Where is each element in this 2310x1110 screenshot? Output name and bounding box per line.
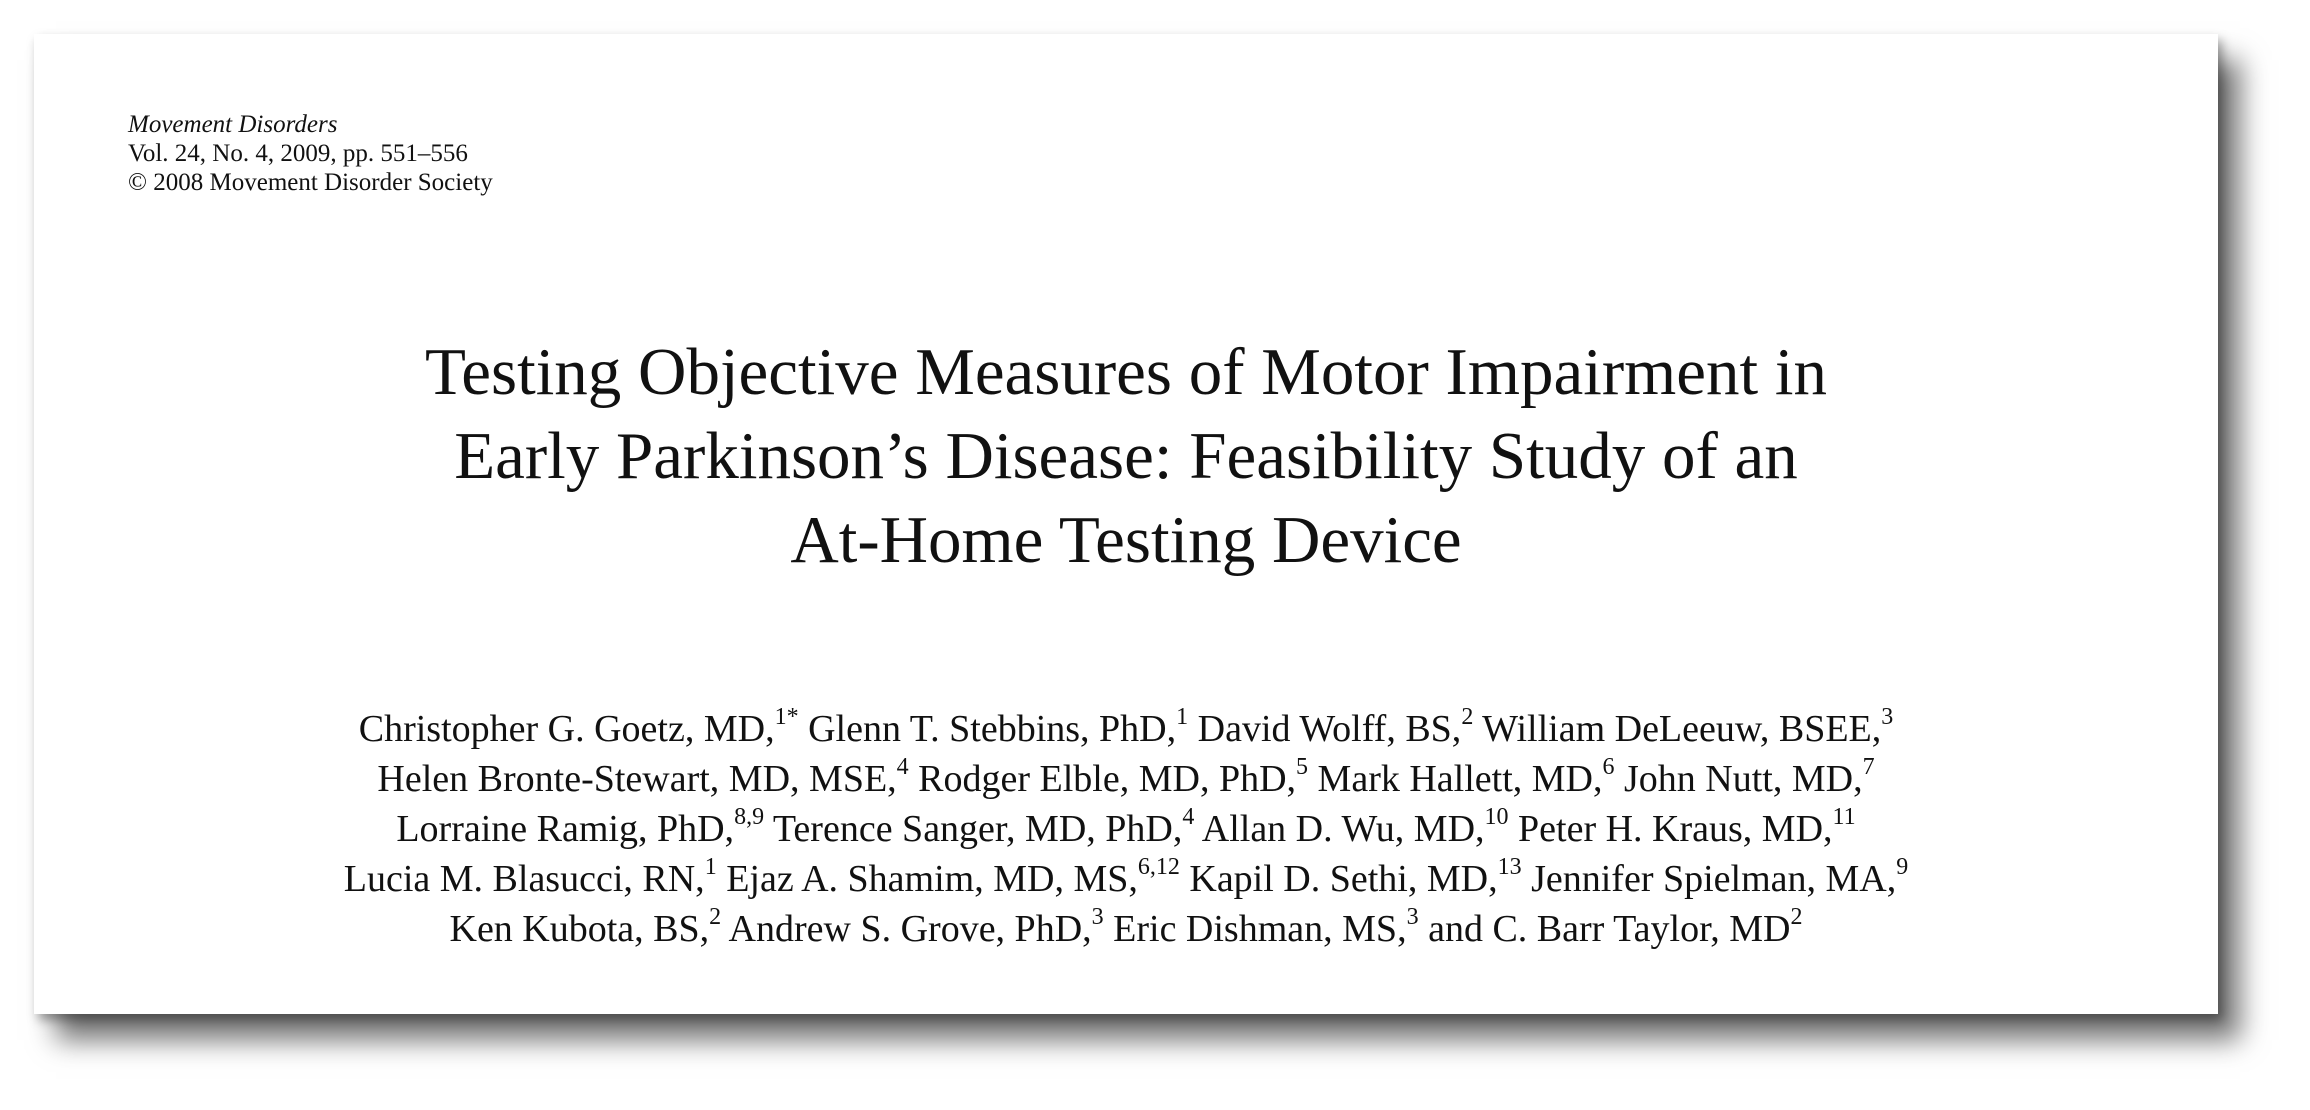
author-name: William DeLeeuw, BSEE,	[1473, 708, 1882, 750]
author-line	[34, 754, 2218, 804]
article-title	[34, 330, 2218, 582]
affiliation-marker: 9	[1896, 854, 1909, 880]
author-name: Christopher G. Goetz, MD,	[358, 708, 775, 750]
author-name: and C. Barr Taylor, MD	[1418, 908, 1791, 950]
author-name: Mark Hallett, MD,	[1308, 758, 1603, 800]
author-name: Ken Kubota, BS,	[449, 908, 710, 950]
affiliation-marker: 5	[1296, 754, 1309, 780]
affiliation-marker: 13	[1497, 854, 1522, 880]
author-name: Helen Bronte-Stewart, MD, MSE,	[377, 758, 897, 800]
affiliation-marker: 2	[1790, 904, 1803, 930]
author-list	[34, 704, 2218, 954]
author-line	[34, 854, 2218, 904]
author-line	[34, 704, 2218, 754]
paper-page	[34, 34, 2218, 1014]
affiliation-marker: 8,9	[734, 804, 765, 830]
title-line: Early Parkinson’s Disease: Feasibility Study of an	[454, 419, 1798, 493]
author-line	[34, 904, 2218, 954]
author-name: Lorraine Ramig, PhD,	[396, 808, 735, 850]
title-line: At-Home Testing Device	[790, 503, 1462, 577]
copyright-notice: © 2008 Movement Disorder Society	[128, 169, 493, 196]
author-name: Peter H. Kraus, MD,	[1508, 808, 1833, 850]
affiliation-marker: 3	[1881, 704, 1894, 730]
author-name: Ejaz A. Shamim, MD, MS,	[716, 858, 1138, 900]
affiliation-marker: 2	[1461, 704, 1474, 730]
affiliation-marker: 10	[1484, 804, 1509, 830]
journal-name: Movement Disorders	[128, 111, 338, 138]
affiliation-marker: 11	[1832, 804, 1856, 830]
author-name: Jennifer Spielman, MA,	[1521, 858, 1897, 900]
author-name: Glenn T. Stebbins, PhD,	[798, 708, 1177, 750]
affiliation-marker: 3	[1091, 904, 1104, 930]
author-name: Kapil D. Sethi, MD,	[1179, 858, 1498, 900]
author-name: Rodger Elble, MD, PhD,	[908, 758, 1297, 800]
affiliation-marker: 1	[1176, 704, 1189, 730]
affiliation-marker: 4	[896, 754, 909, 780]
journal-header	[128, 110, 493, 197]
author-name: Eric Dishman, MS,	[1103, 908, 1407, 950]
author-name: David Wolff, BS,	[1188, 708, 1462, 750]
author-name: Andrew S. Grove, PhD,	[721, 908, 1092, 950]
author-name: John Nutt, MD,	[1614, 758, 1863, 800]
title-line: Testing Objective Measures of Motor Impairment in	[425, 335, 1827, 409]
volume-info: Vol. 24, No. 4, 2009, pp. 551–556	[128, 140, 468, 167]
author-name: Lucia M. Blasucci, RN,	[343, 858, 705, 900]
affiliation-marker: 1*	[774, 704, 799, 730]
author-name: Allan D. Wu, MD,	[1194, 808, 1485, 850]
affiliation-marker: 4	[1182, 804, 1195, 830]
affiliation-marker: 1	[704, 854, 717, 880]
affiliation-marker: 6	[1602, 754, 1615, 780]
affiliation-marker: 7	[1862, 754, 1875, 780]
author-name: Terence Sanger, MD, PhD,	[764, 808, 1183, 850]
affiliation-marker: 2	[709, 904, 722, 930]
affiliation-marker: 6,12	[1137, 854, 1180, 880]
affiliation-marker: 3	[1406, 904, 1419, 930]
author-line	[34, 804, 2218, 854]
